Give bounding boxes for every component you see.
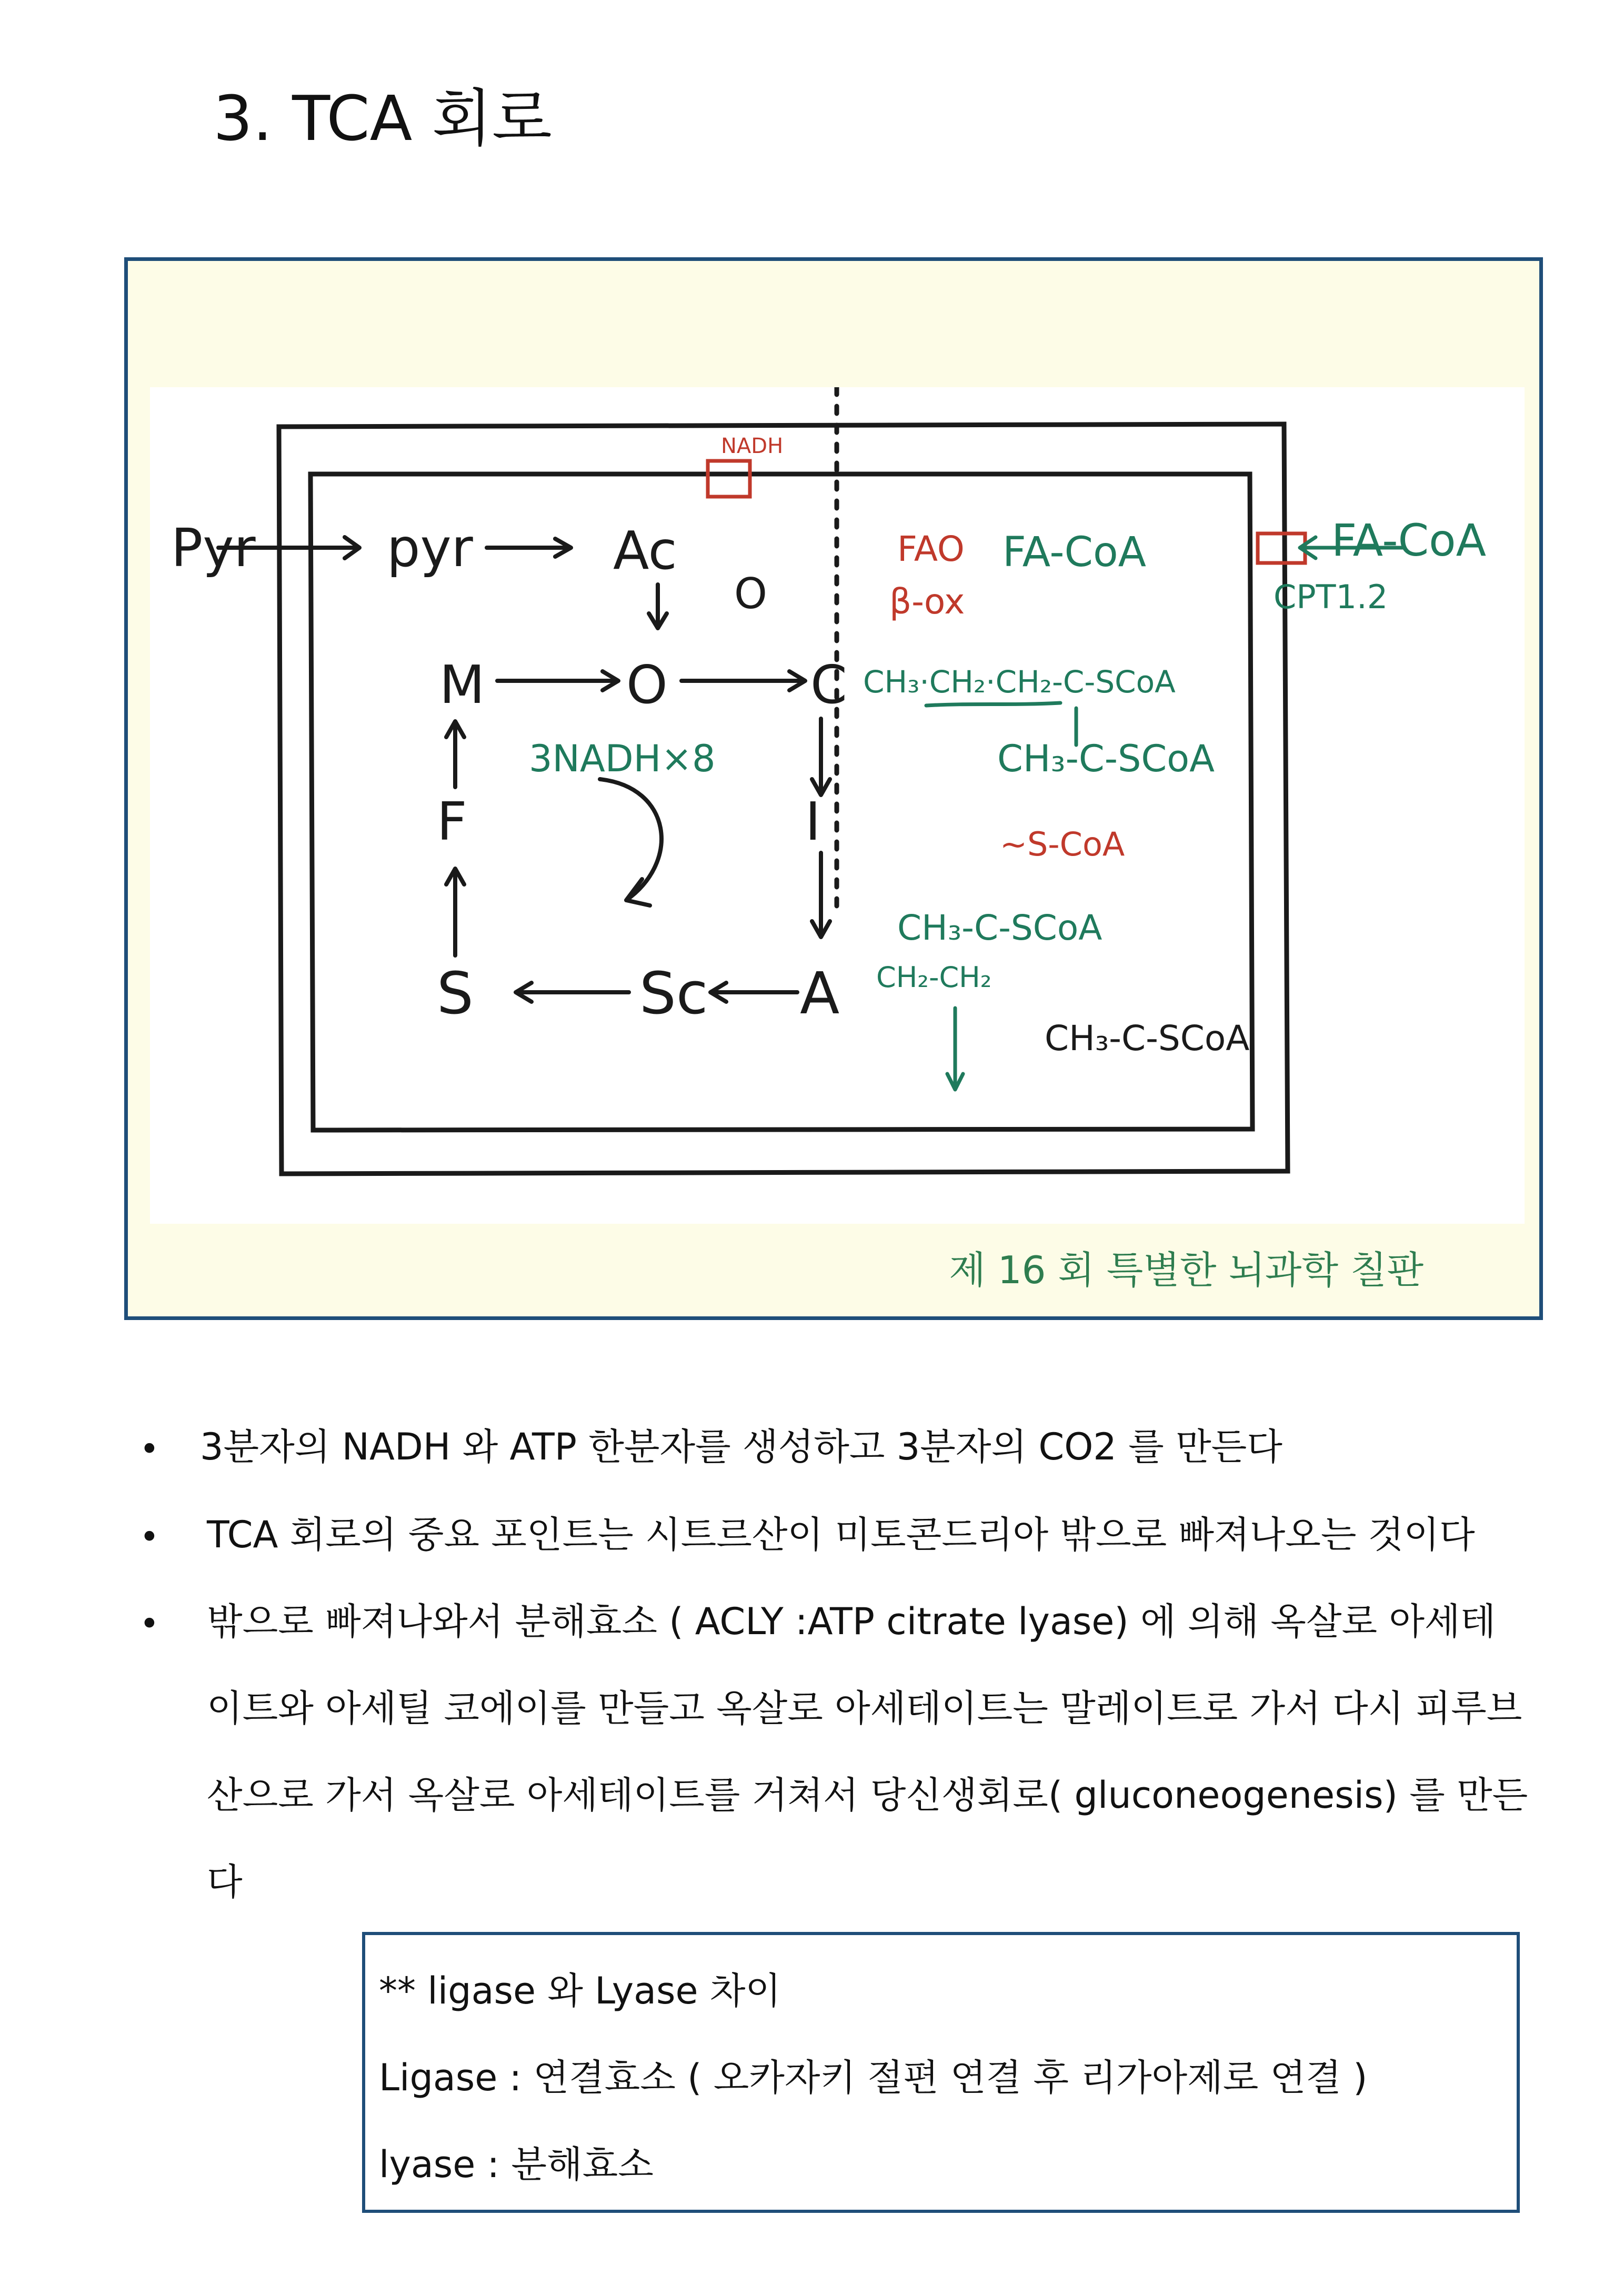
note-ligase: Ligase : 연결효소 ( 오카자키 절편 연결 후 리가아제로 연결 ) [379,2056,1368,2099]
note-box [362,1932,1520,2213]
arrow-s-f [446,869,464,955]
cycle-arrow [600,779,661,905]
note-lyase: lyase : 분해효소 [379,2143,654,2186]
arrow-ac-o [649,585,667,628]
underline-chain [926,703,1060,706]
label-ch3-scoa-1: CH₃-C-SCoA [997,737,1215,780]
label-o: O [626,654,668,716]
label-nadh: NADH [721,434,784,458]
label-ch2-ch2: CH₂-CH₂ [876,961,992,994]
cpt-box-marker [1258,533,1305,563]
label-cpt: CPT1.2 [1274,578,1388,616]
bullet-text: 다 [207,1860,243,1904]
label-ch3-scoa-3: CH₃-C-SCoA [1045,1018,1250,1059]
label-fa-coa-inner: FA-CoA [1003,529,1147,576]
arrow-o-c [681,671,805,690]
bullet-text: TCA 회로의 중요 포인트는 시트르산이 미토콘드리아 밖으로 빠져나오는 것이다 [207,1513,1475,1556]
label-s-coa: ~S-CoA [1000,825,1125,863]
label-fao: FAO [897,529,965,569]
arrow-f-m [446,721,464,787]
label-nadh-x8: 3NADH×8 [529,737,716,780]
label-s: S [437,960,474,1027]
nadh-box-marker [708,461,750,497]
figure-frame [124,257,1543,1320]
label-a: A [800,960,840,1027]
label-beta-ox: β-ox [889,581,965,622]
arrow-pyr-ac [487,539,571,557]
label-ac: Ac [613,520,677,581]
arrow-i-a [812,853,830,937]
bullet-text: 산으로 가서 옥살로 아세테이트를 거쳐서 당신생회로( gluconeogenesis) 를 만든 [207,1774,1528,1817]
bullet-dot-icon: • [139,1430,159,1469]
label-pyr-inner: pyr [387,517,473,579]
tca-diagram [150,387,1525,1224]
label-c: C [810,654,847,716]
figure-caption: 제 16 회 특별한 뇌과학 칠판 [949,1248,1423,1292]
label-m: M [439,654,485,716]
bullet-dot-icon: • [139,1605,159,1644]
label-sc: Sc [639,960,708,1027]
page-title: 3. TCA 회로 [213,82,552,155]
arrow-lower-down [947,1008,963,1090]
label-pyr-outer: Pyr [171,517,256,579]
bullet-text: 밖으로 빠져나와서 분해효소 ( ACLY :ATP citrate lyase) 에 의해 옥살로 아세테 [207,1600,1496,1643]
label-ch-chain: CH₃·CH₂·CH₂-C-SCoA [863,664,1176,700]
bullet-text: 3분자의 NADH 와 ATP 한분자를 생성하고 3분자의 CO2 를 만든다 [200,1425,1282,1468]
label-f: F [437,791,467,852]
bullet-dot-icon: • [139,1518,159,1557]
arrow-m-o [497,671,618,690]
label-i: I [805,791,821,852]
note-title: ** ligase 와 Lyase 차이 [379,1969,781,2012]
label-ch3-scoa-2: CH₃-C-SCoA [897,908,1102,948]
arrow-sc-s [516,983,629,1002]
label-fa-coa-outer: FA-CoA [1331,515,1487,566]
arrow-c-i [812,719,830,795]
label-o-bottom: O [734,569,767,618]
bullet-text: 이트와 아세틸 코에이를 만들고 옥살로 아세테이트는 말레이트로 가서 다시 피루브 [207,1687,1522,1730]
whiteboard-image [150,387,1525,1224]
arrow-a-sc [710,983,797,1002]
